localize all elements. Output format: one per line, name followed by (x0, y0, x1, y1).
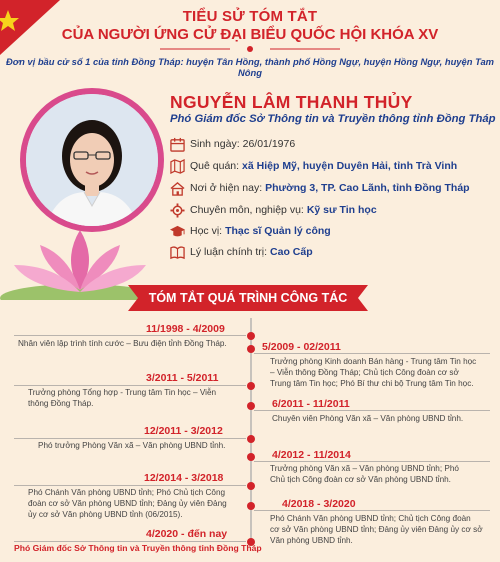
desc-line: Nhân viên lập trình tính cước – Bưu điện tỉnh Đồng Tháp. (18, 339, 227, 348)
calendar-icon (170, 137, 185, 152)
gear-icon (170, 203, 185, 218)
timeline-dot (247, 453, 255, 461)
desc-line: cơ sở Văn phòng UBND tỉnh; Đảng ủy viên Đảng ủy cơ sở (270, 525, 483, 534)
divider-ornament (160, 44, 340, 54)
info-label: Chuyên môn, nghiệp vụ: (190, 204, 304, 216)
desc-line: Phó trưởng Phòng Văn xã – Văn phòng UBND tỉnh. (38, 441, 226, 450)
timeline-desc (38, 440, 243, 451)
info-label: Sinh ngày: (190, 138, 240, 150)
electoral-district: Đơn vị bầu cử số 1 của tỉnh Đồng Tháp: huyện Tân Hồng, thành phố Hồng Ngự, huyện Hồng Ngự, huyện Tam Nông (6, 56, 494, 78)
timeline-connector (14, 438, 246, 439)
desc-line: – Viễn thông Đồng Tháp; Chủ tịch Công đoàn cơ sở (270, 368, 459, 377)
timeline-desc (270, 513, 495, 546)
info-row-residence (170, 179, 470, 197)
map-icon (170, 159, 185, 174)
desc-line: đoàn cơ sở Văn phòng UBND tỉnh; Đảng ủy viên Đảng (28, 499, 227, 508)
timeline-period: 4/2012 - 11/2014 (272, 449, 351, 461)
info-row-profession (170, 201, 377, 219)
info-value: Phường 3, TP. Cao Lãnh, tỉnh Đồng Tháp (265, 182, 470, 194)
timeline-dot (247, 382, 255, 390)
current-position: Phó Giám đốc Sở Thông tin và Truyền thông tỉnh Đồng Tháp (14, 543, 262, 553)
house-icon (170, 181, 185, 196)
info-value: Thạc sĩ Quản lý công (225, 225, 331, 237)
timeline-dot (247, 345, 255, 353)
timeline-connector (254, 410, 490, 411)
info-label: Lý luận chính trị: (190, 246, 268, 258)
book-icon (170, 245, 185, 260)
timeline-connector (254, 353, 490, 354)
timeline-connector (254, 510, 490, 511)
timeline-period: 3/2011 - 5/2011 (146, 372, 219, 384)
desc-line: Chủ tịch Công đoàn cơ sở Văn phòng UBND tỉnh. (270, 475, 451, 484)
info-row-birthdate (170, 135, 295, 153)
timeline-connector (14, 385, 246, 386)
info-row-hometown (170, 157, 457, 175)
section-title: TÓM TẮT QUÁ TRÌNH CÔNG TÁC (148, 291, 348, 305)
timeline-desc (270, 356, 495, 389)
info-row-degree (170, 222, 331, 240)
timeline-dot (247, 502, 255, 510)
page-title: TIỂU SỬ TÓM TẮT (182, 8, 318, 25)
desc-line: Trưởng phòng Kinh doanh Bán hàng - Trung tâm Tin học (270, 357, 477, 366)
timeline-period: 12/2011 - 3/2012 (144, 425, 223, 437)
desc-line: Văn phòng UBND tỉnh. (270, 536, 353, 545)
timeline-dot (247, 482, 255, 490)
header (0, 0, 500, 82)
timeline-desc (28, 487, 246, 520)
desc-line: Phó Chánh Văn phòng UBND tỉnh; Phó Chủ tịch Công (28, 488, 226, 497)
timeline-period: 12/2014 - 3/2018 (144, 472, 224, 484)
timeline-connector (254, 461, 490, 462)
timeline-connector (14, 485, 246, 486)
timeline-desc (272, 413, 492, 424)
info-label: Học vị: (190, 225, 223, 237)
info-row-political-theory (170, 243, 313, 261)
timeline-period: 11/1998 - 4/2009 (146, 323, 225, 335)
info-value: Kỹ sư Tin học (306, 204, 377, 216)
candidate-name: NGUYỄN LÂM THANH THỦY (170, 92, 413, 112)
timeline-desc (28, 387, 243, 409)
page-subtitle: CỦA NGƯỜI ỨNG CỬ ĐẠI BIỂU QUỐC HỘI KHÓA XV (61, 26, 439, 43)
timeline-desc (270, 463, 495, 485)
timeline-period: 5/2009 - 02/2011 (262, 341, 341, 353)
info-value: 26/01/1976 (242, 138, 296, 150)
timeline-period: 4/2018 - 3/2020 (282, 498, 356, 510)
desc-line: ủy cơ sở Văn phòng UBND tỉnh (06/2015). (28, 510, 183, 519)
timeline-dot (247, 402, 255, 410)
timeline-desc (18, 338, 243, 349)
timeline-period: 6/2011 - 11/2011 (272, 398, 350, 410)
avatar (26, 94, 158, 226)
graduation-cap-icon (170, 224, 185, 239)
desc-line: Phó Chánh Văn phòng UBND tỉnh; Chủ tịch Công đoàn (270, 514, 471, 523)
info-label: Nơi ở hiện nay: (190, 182, 263, 194)
timeline-period: 4/2020 - đến nay (146, 528, 228, 540)
candidate-position: Phó Giám đốc Sở Thông tin và Truyền thông tỉnh Đồng Tháp (170, 113, 496, 125)
portrait-image (26, 94, 158, 226)
info-value: xã Hiệp Mỹ, huyện Duyên Hải, tỉnh Trà Vinh (242, 160, 458, 172)
timeline-dot (247, 332, 255, 340)
desc-line: Trưởng phòng Tổng hợp - Trung tâm Tin học – Viễn (28, 388, 217, 397)
info-value: Cao Cấp (270, 246, 313, 258)
timeline-connector (14, 335, 246, 336)
timeline-dot (247, 435, 255, 443)
desc-line: Chuyên viên Phòng Văn xã – Văn phòng UBND tỉnh. (272, 414, 464, 423)
desc-line: thông Đồng Tháp. (28, 399, 94, 408)
desc-line: Trung tâm Tin học; Phó Bí thư chi bộ Trung tâm Tin học. (270, 379, 474, 388)
info-label: Quê quán: (190, 160, 240, 172)
timeline-connector (14, 541, 246, 542)
desc-line: Trưởng phòng Văn xã – Văn phòng UBND tỉnh; Phó (270, 464, 459, 473)
